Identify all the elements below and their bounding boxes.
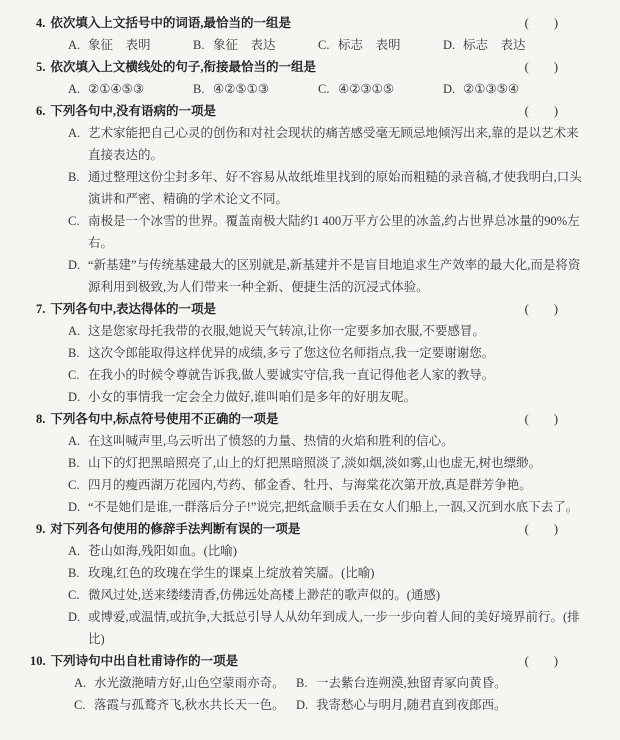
question-stem: 依次填入上文横线处的句子,衔接最恰当的一组是 <box>50 60 317 74</box>
answer-bracket: ( ) <box>524 302 558 316</box>
option-b <box>193 78 318 100</box>
question-number: 8. <box>36 412 46 426</box>
option-text: 在我小的时候令尊就告诉我,做人要诚实守信,我一直记得他老人家的教导。 <box>88 368 495 382</box>
option-text: ②①④⑤③ <box>88 82 145 96</box>
question-stem-row <box>0 56 620 78</box>
question-10 <box>0 650 620 716</box>
question-stem-row <box>0 518 620 540</box>
answer-bracket: ( ) <box>524 60 558 74</box>
option-label: B. <box>68 170 80 184</box>
question-stem: 下列各句中,标点符号使用不正确的一项是 <box>50 412 279 426</box>
option-d <box>296 694 600 716</box>
option-text: ②①③⑤④ <box>463 82 520 96</box>
question-stem: 对下列各句使用的修辞手法判断有误的一项是 <box>50 522 301 536</box>
question-stem: 下列各句中,没有语病的一项是 <box>50 104 217 118</box>
option-text: 苍山如海,残阳如血。(比喻) <box>88 544 237 558</box>
options-row <box>0 34 620 56</box>
option-text: ④②③①⑤ <box>338 82 395 96</box>
question-stem-row <box>0 298 620 320</box>
question-stem-row <box>0 12 620 34</box>
option-b <box>193 34 318 56</box>
option-text: ④②⑤①③ <box>213 82 270 96</box>
option-label: D. <box>443 82 456 96</box>
option-label: A. <box>68 38 81 52</box>
option-b <box>296 672 600 694</box>
option-label: D. <box>68 500 81 514</box>
option-label: B. <box>193 38 205 52</box>
question-stem: 下列各句中,表达得体的一项是 <box>50 302 217 316</box>
option-a <box>0 122 620 166</box>
answer-bracket: ( ) <box>524 654 558 668</box>
option-label: D. <box>68 610 81 624</box>
option-d <box>0 386 620 408</box>
option-c <box>318 78 443 100</box>
option-label: A. <box>68 324 81 338</box>
question-stem: 依次填入上文括号中的词语,最恰当的一组是 <box>50 16 292 30</box>
question-stem-row <box>0 408 620 430</box>
option-text: 象征 表达 <box>213 38 276 52</box>
option-label: D. <box>68 390 81 404</box>
option-text: 通过整理这份尘封多年、好不容易从故纸堆里找到的原始而粗糙的录音稿,才使我明白,口头演讲和严密、精确的学术论文不同。 <box>88 170 582 206</box>
option-text: 落霞与孤鹜齐飞,秋水共长天一色。 <box>94 698 285 712</box>
option-text: 象征 表明 <box>88 38 151 52</box>
option-label: A. <box>74 676 87 690</box>
option-d <box>443 78 519 100</box>
question-number: 10. <box>30 654 46 668</box>
option-label: C. <box>68 478 80 492</box>
option-text: 山下的灯把黑暗照亮了,山上的灯把黑暗照淡了,淡如烟,淡如雾,山也虚无,树也缥缈。 <box>88 456 542 470</box>
option-label: B. <box>296 676 308 690</box>
question-4 <box>0 12 620 56</box>
option-label: C. <box>318 38 330 52</box>
option-label: D. <box>68 258 81 272</box>
option-text: 标志 表达 <box>463 38 526 52</box>
question-number: 9. <box>36 522 46 536</box>
option-text: “新基建”与传统基建最大的区别就是,新基建并不是盲目地追求生产效率的最大化,而是将资源利用到极致,为人们带来一种全新、便捷生活的沉浸式体验。 <box>88 258 581 294</box>
option-c <box>0 584 620 606</box>
option-c <box>0 474 620 496</box>
answer-bracket: ( ) <box>524 522 558 536</box>
question-number: 4. <box>36 16 46 30</box>
option-d <box>0 606 620 650</box>
option-text: “不是她们是谁,一群落后分子!”说完,把纸盒顺手丢在女人们船上,一泅,又沉到水底下去了。 <box>88 500 579 514</box>
option-label: A. <box>68 434 81 448</box>
option-d <box>443 34 526 56</box>
option-d <box>0 496 620 518</box>
option-c <box>0 210 620 254</box>
option-label: D. <box>296 698 309 712</box>
question-number: 5. <box>36 60 46 74</box>
option-text: 标志 表明 <box>338 38 401 52</box>
option-text: 四月的瘦西湖万花园内,芍药、郁金香、牡丹、与海棠花次第开放,真是群芳争艳。 <box>88 478 532 492</box>
question-6 <box>0 100 620 298</box>
option-b <box>0 562 620 584</box>
option-a <box>0 540 620 562</box>
option-b <box>0 166 620 210</box>
option-a <box>74 672 296 694</box>
option-text: 这是您家母托我带的衣服,她说天气转凉,让你一定要多加衣服,不要感冒。 <box>88 324 485 338</box>
option-label: B. <box>68 346 80 360</box>
question-stem-row <box>0 650 620 672</box>
option-c <box>74 694 296 716</box>
question-number: 7. <box>36 302 46 316</box>
question-stem: 下列诗句中出自杜甫诗作的一项是 <box>50 654 239 668</box>
option-text: 艺术家能把自己心灵的创伤和对社会现状的痛苦感受毫无顾忌地倾泻出来,靠的是以艺术来直接表达的。 <box>88 126 579 162</box>
option-label: B. <box>68 566 80 580</box>
option-label: C. <box>68 588 80 602</box>
option-d <box>0 254 620 298</box>
answer-bracket: ( ) <box>524 104 558 118</box>
option-label: B. <box>193 82 205 96</box>
option-text: 在这叫喊声里,乌云听出了愤怒的力量、热情的火焰和胜利的信心。 <box>88 434 454 448</box>
option-c <box>318 34 443 56</box>
options-row <box>0 78 620 100</box>
option-a <box>68 34 193 56</box>
question-7 <box>0 298 620 408</box>
option-text: 我寄愁心与明月,随君直到夜郎西。 <box>316 698 507 712</box>
answer-bracket: ( ) <box>524 412 558 426</box>
option-a <box>0 430 620 452</box>
option-text: 一去紫台连朔漠,独留青冢向黄昏。 <box>316 676 507 690</box>
option-label: A. <box>68 544 81 558</box>
option-text: 这次令郎能取得这样优异的成绩,多亏了您这位名师指点,我一定要谢谢您。 <box>88 346 495 360</box>
option-a <box>0 320 620 342</box>
option-b <box>0 452 620 474</box>
option-label: C. <box>74 698 86 712</box>
option-text: 或博爱,或温情,或抗争,大抵总引导人从幼年到成人,一步一步向着人间的美好境界前行。(排比) <box>88 610 580 646</box>
question-8 <box>0 408 620 518</box>
option-text: 南极是一个冰雪的世界。覆盖南极大陆约1 400万平方公里的冰盖,约占世界总冰量的90%左右。 <box>88 214 580 250</box>
option-text: 微风过处,送来缕缕清香,仿佛远处高楼上渺茫的歌声似的。(通感) <box>88 588 441 602</box>
option-label: C. <box>68 214 80 228</box>
option-b <box>0 342 620 364</box>
option-text: 水光潋滟晴方好,山色空蒙雨亦奇。 <box>94 676 285 690</box>
question-number: 6. <box>36 104 46 118</box>
question-5 <box>0 56 620 100</box>
options-grid <box>0 672 620 716</box>
question-stem-row <box>0 100 620 122</box>
option-text: 玫瑰,红色的玫瑰在学生的课桌上绽放着笑靥。(比喻) <box>88 566 375 580</box>
option-label: D. <box>443 38 456 52</box>
option-text: 小女的事情我一定会全力做好,谁叫咱们是多年的好朋友呢。 <box>88 390 417 404</box>
option-label: A. <box>68 126 81 140</box>
option-label: A. <box>68 82 81 96</box>
option-label: C. <box>68 368 80 382</box>
answer-bracket: ( ) <box>524 16 558 30</box>
option-c <box>0 364 620 386</box>
option-a <box>68 78 193 100</box>
option-label: B. <box>68 456 80 470</box>
question-9 <box>0 518 620 650</box>
option-label: C. <box>318 82 330 96</box>
